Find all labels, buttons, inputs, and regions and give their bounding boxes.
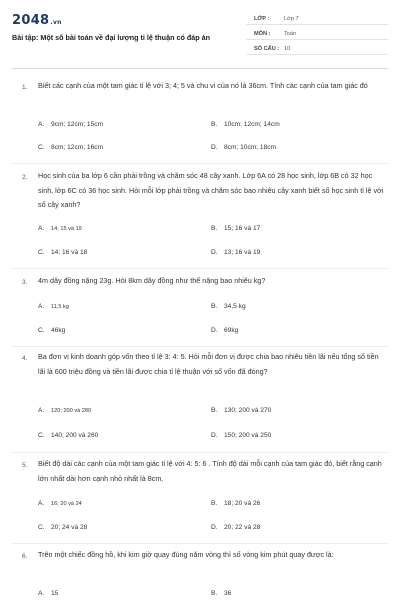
option-value: 16; 20 và 24	[51, 501, 82, 507]
worksheet-header	[0, 0, 400, 66]
option-value: 8cm; 12cm; 16cm	[51, 144, 104, 151]
question-number: 5.	[22, 462, 28, 469]
option-letter: A.	[38, 225, 45, 232]
option-c[interactable]	[38, 144, 103, 151]
option-letter: D.	[211, 327, 218, 334]
option-value: 10cm; 12cm; 14cm	[224, 121, 280, 128]
option-letter: A.	[38, 303, 45, 310]
question-text: Trên một chiếc đồng hồ, khi kim giờ quay đúng năm vòng thì số vòng kim phút quay được là:	[38, 550, 334, 559]
question-text: Ba đơn vị kinh doanh góp vốn theo tỉ lệ 3: 4: 5. Hỏi mỗi đơn vị được chia bao nhiêu tiền lãi nếu tổng số tiền lãi là 600 triệu đồng và tiền lãi được chia tỉ lệ thuận với số vốn đã đóng?	[38, 352, 379, 376]
option-value: 18; 20 và 26	[224, 500, 261, 507]
question-text: Biết độ dài các cạnh của một tam giác tỉ lệ với 4: 5: 6 . Tính độ dài mỗi cạnh của tam giác đó, biết rằng cạnh lớn nhất dài hơn cạnh nhỏ nhất là 8cm.	[38, 459, 382, 483]
option-letter: B.	[211, 225, 218, 232]
logo-text: 2048	[12, 13, 50, 28]
option-letter: C.	[38, 327, 45, 334]
meta-subject-row	[246, 28, 388, 40]
option-a[interactable]	[38, 121, 103, 128]
option-value: 15	[51, 590, 59, 597]
site-logo[interactable]	[12, 13, 62, 28]
question-number: 4.	[22, 355, 28, 362]
option-letter: A.	[38, 407, 45, 414]
option-value: 14; 15 và 19	[51, 226, 82, 232]
option-a[interactable]	[38, 303, 69, 310]
option-c[interactable]	[38, 524, 87, 531]
option-a[interactable]	[38, 500, 82, 507]
question-number: 2.	[22, 174, 28, 181]
question-divider	[12, 268, 388, 269]
option-b[interactable]	[211, 225, 260, 232]
question-text: Học sinh của ba lớp 6 cần phải trồng và chăm sóc 48 cây xanh. Lớp 6A có 28 học sinh, lớp 6B có 32 học sinh, lớp 6C có 36 học sinh. Hỏi mỗi lớp phải trồng và chăm sóc bao nhiêu cây xanh biết số học sinh tỉ lệ với số cây xanh?	[38, 171, 384, 209]
option-d[interactable]	[211, 327, 238, 334]
meta-count-label: SỐ CÂU :	[254, 46, 280, 52]
option-a[interactable]	[38, 225, 82, 232]
option-c[interactable]	[38, 249, 87, 256]
option-letter: D.	[211, 249, 218, 256]
option-value: 13; 16 và 19	[224, 249, 261, 256]
option-value: 34,5 kg	[224, 303, 246, 310]
option-c[interactable]	[38, 432, 98, 439]
option-b[interactable]	[211, 590, 231, 597]
option-c[interactable]	[38, 327, 65, 334]
option-value: 11,5 kg	[51, 304, 69, 310]
option-value: 20; 24 và 28	[51, 524, 88, 531]
question-number: 6.	[22, 553, 28, 560]
option-letter: D.	[211, 524, 218, 531]
option-value: 9cm; 12cm; 15cm	[51, 121, 104, 128]
meta-count-row	[246, 43, 388, 55]
option-b[interactable]	[211, 407, 271, 414]
option-value: 36	[224, 590, 232, 597]
option-value: 140; 200 và 260	[51, 432, 99, 439]
option-letter: C.	[38, 432, 45, 439]
logo-suffix: .vn	[50, 19, 62, 26]
option-letter: C.	[38, 249, 45, 256]
option-a[interactable]	[38, 590, 58, 597]
question-text: Biết các cạnh của một tam giác tỉ lệ với 3; 4; 5 và chu vi của nó là 36cm. Tính các cạnh của tam giác đó	[38, 81, 368, 90]
option-value: 15; 16 và 17	[224, 225, 261, 232]
option-letter: C.	[38, 144, 45, 151]
option-letter: B.	[211, 407, 218, 414]
option-letter: A.	[38, 590, 45, 597]
option-letter: D.	[211, 432, 218, 439]
meta-count-value: 10	[284, 46, 291, 52]
option-value: 46kg	[51, 327, 66, 334]
option-letter: A.	[38, 500, 45, 507]
meta-subject-value: Toán	[284, 31, 297, 37]
option-letter: B.	[211, 303, 218, 310]
option-value: 8cm; 10cm; 18cm	[224, 144, 277, 151]
option-letter: A.	[38, 121, 45, 128]
question-divider	[12, 346, 388, 347]
option-value: 120; 200 và 280	[51, 408, 92, 414]
question-divider	[12, 543, 388, 544]
option-letter: D.	[211, 144, 218, 151]
question-divider	[12, 163, 388, 164]
option-value: 20; 22 và 28	[224, 524, 261, 531]
option-b[interactable]	[211, 500, 260, 507]
option-letter: B.	[211, 590, 218, 597]
header-divider	[12, 68, 388, 69]
option-b[interactable]	[211, 121, 280, 128]
option-d[interactable]	[211, 144, 276, 151]
question-number: 1.	[22, 84, 28, 91]
option-value: 150; 200 và 250	[224, 432, 272, 439]
option-letter: C.	[38, 524, 45, 531]
option-b[interactable]	[211, 303, 246, 310]
meta-class-label: LỚP :	[254, 16, 270, 22]
question-text: 4m dây đồng nặng 23g. Hỏi 8km dây đồng như thế nặng bao nhiêu kg?	[38, 276, 266, 285]
option-value: 69kg	[224, 327, 239, 334]
question-number: 3.	[22, 279, 28, 286]
option-letter: B.	[211, 121, 218, 128]
worksheet-title: Bài tập: Một số bài toán về đại lượng tỉ lệ thuận có đáp án	[12, 33, 211, 42]
option-d[interactable]	[211, 432, 271, 439]
option-value: 130; 200 và 270	[224, 407, 272, 414]
option-value: 14; 16 và 18	[51, 249, 88, 256]
meta-class-row	[246, 13, 388, 25]
option-d[interactable]	[211, 249, 260, 256]
question-divider	[12, 452, 388, 453]
option-letter: B.	[211, 500, 218, 507]
meta-subject-label: MÔN :	[254, 31, 271, 37]
meta-class-value: Lớp 7	[284, 16, 299, 22]
option-a[interactable]	[38, 407, 91, 414]
option-d[interactable]	[211, 524, 260, 531]
